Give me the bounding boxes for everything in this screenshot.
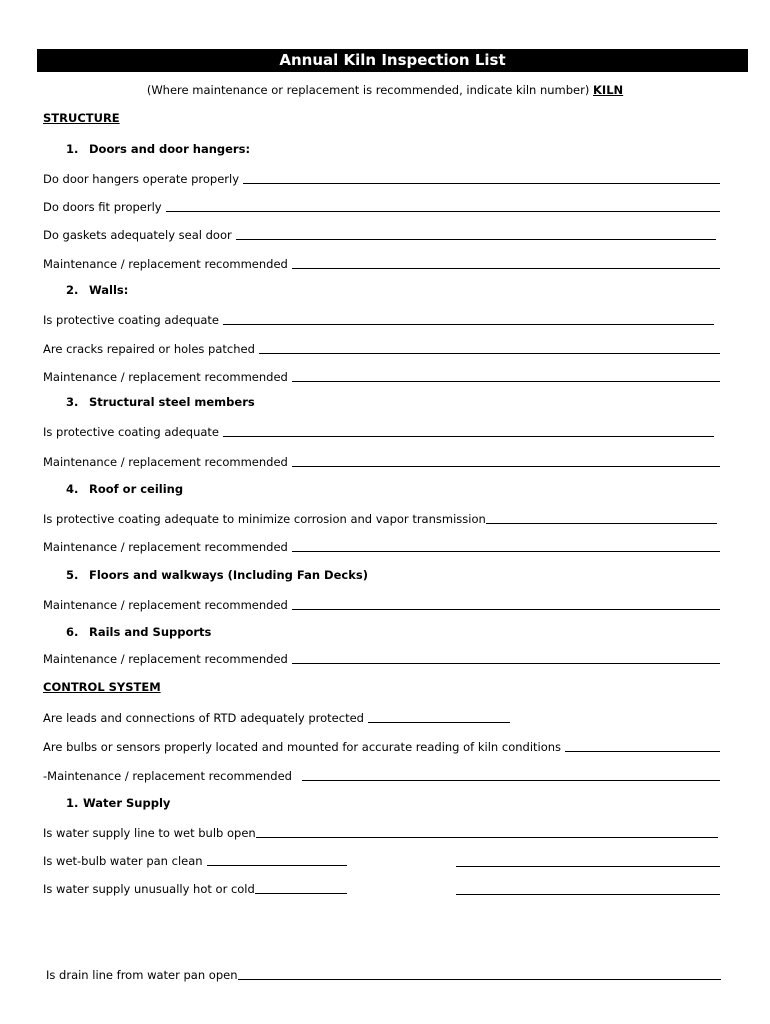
subsection-number: 1.	[66, 796, 79, 810]
instructions-text: (Where maintenance or replacement is recommended, indicate kiln number)	[146, 83, 590, 97]
answer-line[interactable]	[259, 353, 720, 354]
question-gaskets	[43, 226, 716, 242]
answer-line[interactable]	[302, 780, 720, 781]
question-doors-fit	[43, 198, 720, 214]
question-text: Are cracks repaired or holes patched	[43, 342, 255, 356]
subsection-roof	[66, 482, 183, 496]
answer-line[interactable]	[292, 268, 720, 269]
question-text: Maintenance / replacement recommended	[43, 370, 288, 384]
maintenance-rails	[43, 650, 720, 666]
question-text: Is water supply line to wet bulb open	[43, 826, 256, 840]
question-door-hangers	[43, 170, 720, 186]
subsection-label: Floors and walkways (Including Fan Decks)	[89, 568, 368, 582]
subsection-steel	[66, 395, 255, 409]
question-text: Is water supply unusually hot or cold	[43, 882, 255, 896]
answer-line[interactable]	[238, 979, 722, 980]
maintenance-control	[43, 767, 720, 783]
answer-line[interactable]	[166, 211, 720, 212]
question-water-temperature	[43, 880, 347, 896]
answer-line[interactable]	[486, 523, 717, 524]
subsection-number: 5.	[66, 568, 79, 582]
answer-line[interactable]	[243, 183, 720, 184]
subsection-number: 4.	[66, 482, 79, 496]
question-text: Is wet-bulb water pan clean	[43, 854, 203, 868]
subsection-floors	[66, 568, 368, 582]
question-drain-line	[46, 966, 721, 982]
answer-line[interactable]	[255, 893, 347, 894]
form-title: Annual Kiln Inspection List	[37, 49, 748, 72]
section-control-heading: CONTROL SYSTEM	[43, 680, 161, 694]
question-walls-coating	[43, 311, 714, 327]
answer-line-extra[interactable]	[456, 866, 720, 867]
question-text: Are bulbs or sensors properly located and mounted for accurate reading of kiln conditions	[43, 740, 562, 754]
section-structure-heading: STRUCTURE	[43, 111, 120, 125]
answer-line[interactable]	[223, 324, 714, 325]
answer-line[interactable]	[292, 609, 720, 610]
answer-line[interactable]	[292, 466, 720, 467]
question-text: Maintenance / replacement recommended	[43, 652, 288, 666]
question-text: Maintenance / replacement recommended	[43, 540, 288, 554]
question-cracks	[43, 340, 720, 356]
question-roof-coating	[43, 510, 717, 526]
subsection-doors	[66, 142, 250, 156]
question-text: Is protective coating adequate	[43, 425, 219, 439]
answer-line[interactable]	[368, 722, 510, 723]
answer-line[interactable]	[292, 663, 720, 664]
question-text: Is drain line from water pan open	[46, 968, 238, 982]
answer-line[interactable]	[236, 239, 716, 240]
answer-line[interactable]	[565, 751, 720, 752]
subsection-rails	[66, 625, 211, 639]
subsection-number: 3.	[66, 395, 79, 409]
question-text: Are leads and connections of RTD adequately protected	[43, 711, 364, 725]
subsection-water-supply	[66, 796, 170, 810]
question-text: Is protective coating adequate	[43, 313, 219, 327]
question-text: Do door hangers operate properly	[43, 172, 240, 186]
answer-line[interactable]	[256, 837, 718, 838]
question-text: Maintenance / replacement recommended	[43, 598, 288, 612]
question-text: -Maintenance / replacement recommended	[43, 769, 292, 783]
answer-line[interactable]	[223, 436, 714, 437]
question-text: Maintenance / replacement recommended	[43, 455, 288, 469]
answer-line[interactable]	[292, 381, 720, 382]
maintenance-walls	[43, 368, 720, 384]
maintenance-floors	[43, 596, 720, 612]
question-text: Is protective coating adequate to minimize corrosion and vapor transmission	[43, 512, 486, 526]
subsection-number: 1.	[66, 142, 79, 156]
subsection-label: Water Supply	[83, 796, 171, 810]
subsection-walls	[66, 283, 128, 297]
subsection-label: Roof or ceiling	[89, 482, 184, 496]
subsection-label: Walls:	[89, 283, 129, 297]
maintenance-roof	[43, 538, 720, 554]
answer-line[interactable]	[207, 865, 347, 866]
question-bulbs-sensors	[43, 738, 720, 754]
question-rtd-leads	[43, 709, 510, 725]
kiln-label: KILN	[593, 83, 624, 97]
question-water-pan	[43, 852, 347, 868]
subsection-number: 6.	[66, 625, 79, 639]
subsection-label: Doors and door hangers:	[89, 142, 251, 156]
maintenance-steel	[43, 453, 720, 469]
question-text: Do doors fit properly	[43, 200, 162, 214]
answer-line-extra[interactable]	[456, 894, 720, 895]
question-text: Do gaskets adequately seal door	[43, 228, 232, 242]
maintenance-doors	[43, 255, 720, 271]
question-steel-coating	[43, 423, 714, 439]
question-water-line	[43, 824, 718, 840]
form-instructions	[0, 83, 770, 97]
subsection-label: Rails and Supports	[89, 625, 212, 639]
question-text: Maintenance / replacement recommended	[43, 257, 288, 271]
subsection-number: 2.	[66, 283, 79, 297]
answer-line[interactable]	[292, 551, 720, 552]
subsection-label: Structural steel members	[89, 395, 255, 409]
